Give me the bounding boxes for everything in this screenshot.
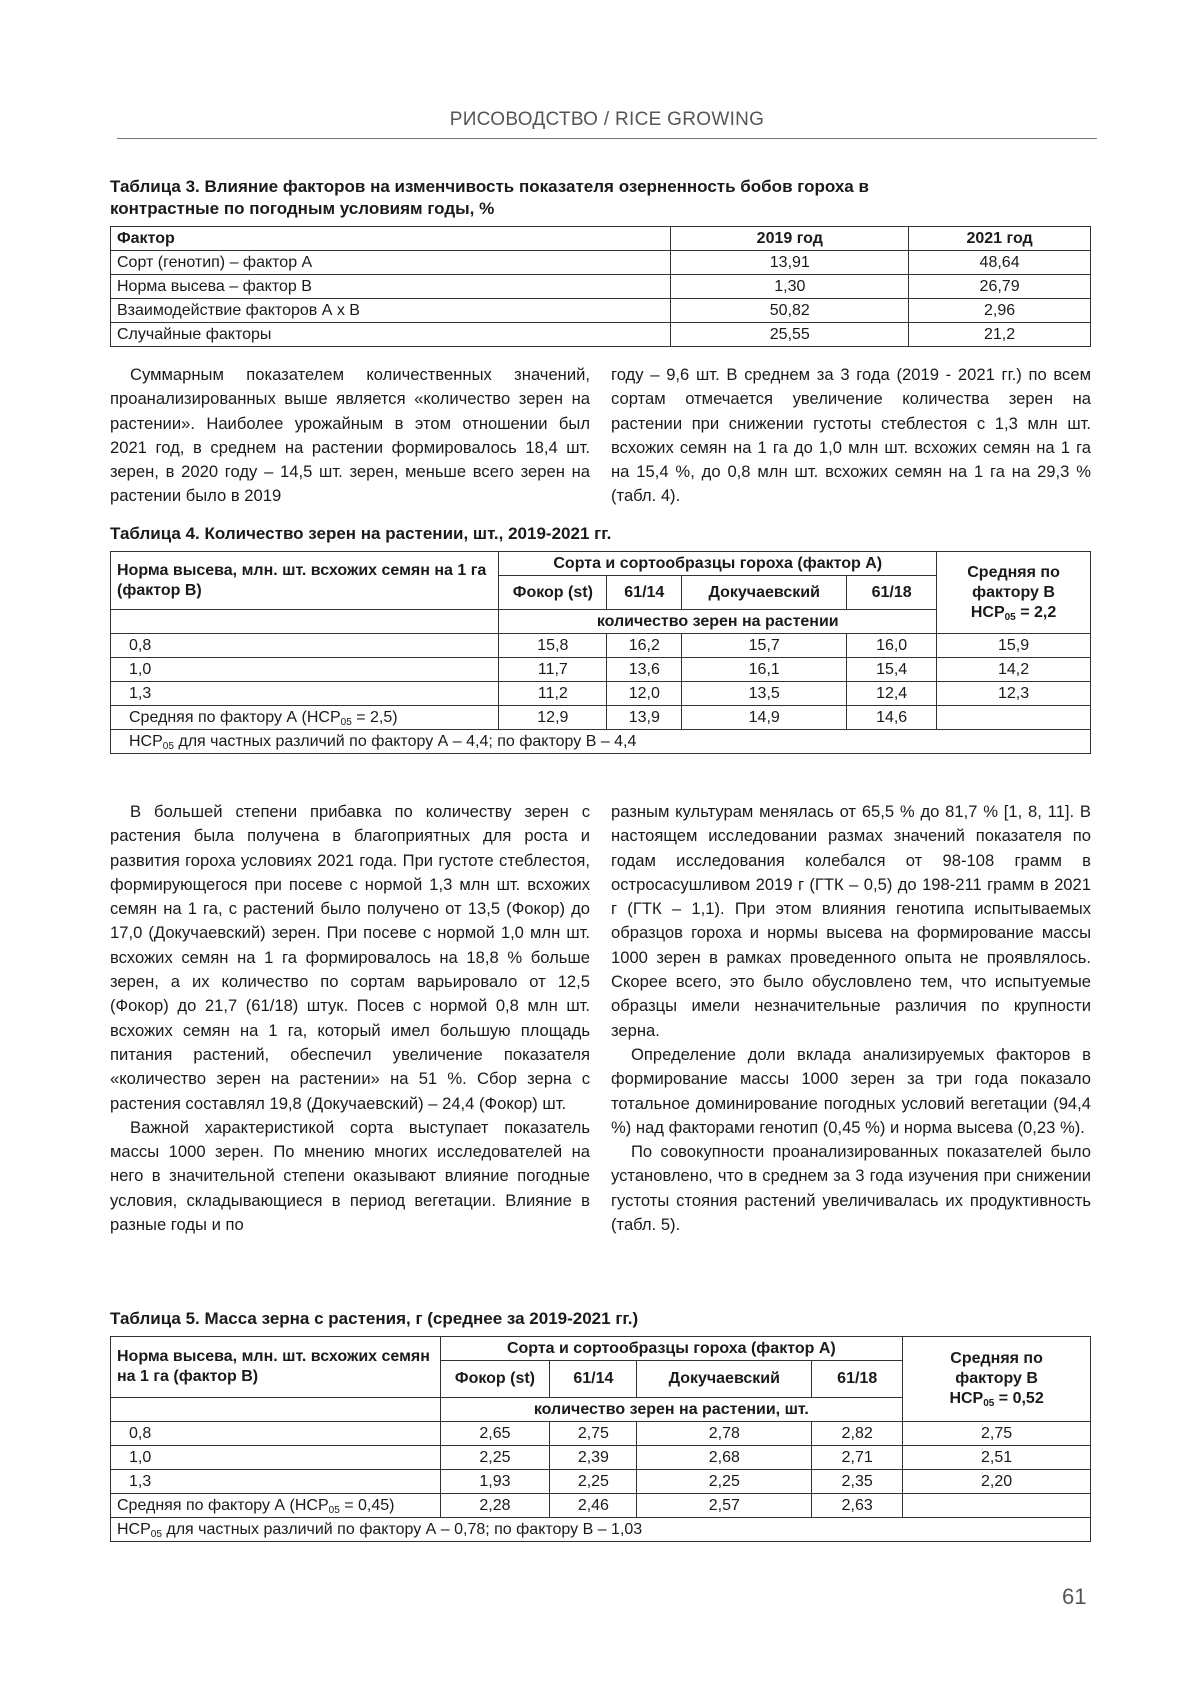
table-cell: 2,75 [903, 1422, 1091, 1446]
table-cell: Взаимодействие факторов А х В [111, 299, 671, 323]
row-header: Норма высева, млн. шт. всхожих семян на 1 га (фактор В) [111, 552, 499, 610]
table-cell: 26,79 [909, 275, 1091, 299]
table-cell: 0,8 [111, 634, 499, 658]
column-header: 61/14 [550, 1361, 637, 1398]
table3 [110, 226, 1091, 347]
table-cell: 13,91 [671, 251, 909, 275]
table-row-mean-a [111, 1494, 1091, 1518]
paragraph: По совокупности проанализированных показателей было установлено, что в среднем за 3 года изучения при снижении густоты стояния растений увеличивалась их продуктивность (табл. 5). [611, 1142, 1091, 1235]
paragraph: Важной характеристикой сорта выступает показатель массы 1000 зерен. По мнению многих исследователей на него в значительной степени оказывают влияние погодные условия, складывающиеся в период вегетации. Влияние в разные годы и по [110, 1117, 590, 1235]
table-cell: 1,3 [111, 1470, 441, 1494]
paragraph: Определение доли вклада анализируемых факторов в формирование массы 1000 зерен за три года показало тотальное доминирование погодных условий вегетации (94,4 %) над факторами генотип (0,45 %) и норма высева (0,23 %). [611, 1044, 1091, 1137]
table-row-mean-a [111, 706, 1091, 730]
column-header: 2019 год [671, 227, 909, 251]
table-cell: 2,51 [903, 1446, 1091, 1470]
table-cell: Норма высева – фактор В [111, 275, 671, 299]
table-cell: 16,2 [607, 634, 682, 658]
table-cell: Средняя по фактору А $(НСР_{05} = 0,45)$ [111, 1494, 441, 1518]
table-cell: 12,9 [499, 706, 607, 730]
table-cell: 0,8 [111, 1422, 441, 1446]
group-header: Сорта и сортообразцы гороха (фактор А) [499, 552, 937, 576]
column-header: 61/18 [812, 1361, 903, 1398]
empty-cell [937, 706, 1091, 730]
table-row [111, 251, 1091, 275]
table-cell: 12,4 [847, 682, 937, 706]
empty-cell [903, 1494, 1091, 1518]
table-cell: 16,1 [682, 658, 847, 682]
text-column-right-1 [611, 363, 1091, 509]
table-row [111, 658, 1091, 682]
table-cell: 14,6 [847, 706, 937, 730]
mean-b-header [937, 552, 1091, 634]
table-cell: 11,7 [499, 658, 607, 682]
column-header: 61/14 [607, 576, 682, 610]
table-cell: Средняя по фактору А $(НСР_{05} = 2,5)$ [111, 706, 499, 730]
table-cell: Случайные факторы [111, 323, 671, 347]
table-cell: 15,4 [847, 658, 937, 682]
running-title: РИСОВОДСТВО / RICE GROWING [449, 109, 765, 130]
column-header: Фокор (st) [499, 576, 607, 610]
table-cell: 13,6 [607, 658, 682, 682]
table-row [111, 1422, 1091, 1446]
table-cell: 14,9 [682, 706, 847, 730]
table-cell: 50,82 [671, 299, 909, 323]
table-cell: 2,25 [550, 1470, 637, 1494]
mean-b-line1: Средняя по [950, 1350, 1043, 1367]
table-cell: 2,71 [812, 1446, 903, 1470]
table-cell: 11,2 [499, 682, 607, 706]
empty-cell [111, 1398, 441, 1422]
table-cell: 14,2 [937, 658, 1091, 682]
table3-caption-line2: контрастные по погодным условиям годы, % [110, 199, 495, 218]
page-number: 61 [1062, 1584, 1087, 1609]
table-cell: 12,0 [607, 682, 682, 706]
table-cell: 15,7 [682, 634, 847, 658]
table-cell: 1,0 [111, 1446, 441, 1470]
table-cell: 13,5 [682, 682, 847, 706]
table-row [111, 1470, 1091, 1494]
paragraph: разным культурам менялась от 65,5 % до 81,7 % [1, 8, 11]. В настоящем исследовании размах значений показателя по годам исследования колебался от 98-108 грамм в остросасушливом 2019 г (ГТК – 0,5) до 198-211 грамм в 2021 г (ГТК – 1,1). При этом влияния генотипа испытываемых образцов гороха и нормы высева на формирование массы 1000 зерен в рамках проведенного опыта не проявлялось. Скорее всего, это было обусловлено тем, что испытуемые образцы имели незначительные различия по крупности зерна. [611, 802, 1091, 1040]
table-cell: 2,96 [909, 299, 1091, 323]
table-cell: 2,82 [812, 1422, 903, 1446]
table-cell: 1,0 [111, 658, 499, 682]
table-cell: 15,8 [499, 634, 607, 658]
table-cell: 2,63 [812, 1494, 903, 1518]
subheader: количество зерен на растении, шт. [440, 1398, 903, 1422]
table-cell: 21,2 [909, 323, 1091, 347]
table-cell: 2,28 [440, 1494, 550, 1518]
table-cell: 2,39 [550, 1446, 637, 1470]
column-header: 61/18 [847, 576, 937, 610]
table-cell: 2,65 [440, 1422, 550, 1446]
column-header: Фокор (st) [440, 1361, 550, 1398]
running-header [117, 104, 1097, 139]
column-header: Фактор [111, 227, 671, 251]
column-header: 2021 год [909, 227, 1091, 251]
table4-caption: Таблица 4. Количество зерен на растении, шт., 2019-2021 гг. [110, 524, 612, 543]
mean-b-nsr: $НСР_{05} = 2,2$ [970, 603, 1057, 623]
paragraph: В большей степени прибавка по количеству зерен с растения была получена в благоприятных для роста и развития гороха условиях 2021 года. При густоте стеблестоя, формирующегося при посеве с нормой 1,3 млн шт. всхожих семян на 1 га, с растений было получено от 13,5 (Фокор) до 17,0 (Докучаевский) зерен. При посеве с нормой 1,0 млн шт. всхожих семян на 1 га формировалось на 18,8 % больше зерен, а их количество по сортам варьировало от 12,5 (Фокор) до 21,7 (61/18) штук. Посев с нормой 0,8 млн шт. всхожих семян на 1 га, который имел большую площадь питания растений, обеспечил увеличение показателя «количество зерен на растении» на 51 %. Сбор зерна с растения составлял 19,8 (Докучаевский) – 24,4 (Фокор) шт. [110, 802, 590, 1113]
table-cell: 15,9 [937, 634, 1091, 658]
table-cell: 2,20 [903, 1470, 1091, 1494]
group-header: Сорта и сортообразцы гороха (фактор А) [440, 1337, 903, 1361]
table-cell: 2,78 [637, 1422, 812, 1446]
table-footer-row [111, 730, 1091, 754]
table4 [110, 551, 1091, 754]
empty-cell [111, 610, 499, 634]
mean-b-line1: Средняя по [967, 563, 1060, 581]
table-header-row [111, 227, 1091, 251]
row-header: Норма высева, млн. шт. всхожих семян на 1 га (фактор В) [111, 1337, 441, 1398]
paragraph: Суммарным показателем количественных значений, проанализированных выше является «количество зерен на растении». Наиболее урожайным в этом отношении был 2021 год, в среднем на растении формировалось 18,4 шт. зерен, в 2020 году – 14,5 шт. зерен, меньше всего зерен на растении было в 2019 [110, 365, 590, 506]
table-cell: 16,0 [847, 634, 937, 658]
column-header: Докучаевский [637, 1361, 812, 1398]
text-column-left-2 [110, 800, 590, 1237]
table-cell: 1,93 [440, 1470, 550, 1494]
table-cell: 48,64 [909, 251, 1091, 275]
table-row [111, 323, 1091, 347]
table-cell: 2,46 [550, 1494, 637, 1518]
table-cell: 1,3 [111, 682, 499, 706]
table5-caption: Таблица 5. Масса зерна с растения, г (среднее за 2019-2021 гг.) [110, 1309, 639, 1328]
table-footnote: $НСР_{05}$ для частных различий по фактору А – 0,78; по фактору В – 1,03 [111, 1518, 1091, 1542]
paragraph: году – 9,6 шт. В среднем за 3 года (2019 - 2021 гг.) по всем сортам отмечается увеличение количества зерен на растении при снижении густоты стеблестоя с 1,3 млн шт. всхожих семян на 1 га до 1,0 млн шт. всхожих семян на 1 га на 15,4 %, до 0,8 млн шт. всхожих семян на 1 га на 29,3 % (табл. 4). [611, 365, 1091, 506]
table-footnote: $НСР_{05}$ для частных различий по фактору А – 4,4; по фактору В – 4,4 [111, 730, 1091, 754]
mean-b-line2: фактору В [955, 1370, 1038, 1387]
table3-caption [110, 176, 869, 220]
table-row [111, 634, 1091, 658]
table-cell: 2,35 [812, 1470, 903, 1494]
mean-b-line2: фактору В [972, 583, 1055, 601]
table-row [111, 299, 1091, 323]
text-column-left-1 [110, 363, 590, 509]
table-cell: 13,9 [607, 706, 682, 730]
table-cell: Сорт (генотип) – фактор А [111, 251, 671, 275]
table-footer-row [111, 1518, 1091, 1542]
table-cell: 2,25 [637, 1470, 812, 1494]
table-cell: 2,25 [440, 1446, 550, 1470]
table5 [110, 1336, 1091, 1542]
table-cell: 2,68 [637, 1446, 812, 1470]
table-cell: 2,57 [637, 1494, 812, 1518]
column-header: Докучаевский [682, 576, 847, 610]
table-cell: 25,55 [671, 323, 909, 347]
table-cell: 12,3 [937, 682, 1091, 706]
table-row [111, 275, 1091, 299]
text-column-right-2 [611, 800, 1091, 1237]
mean-b-header [903, 1337, 1091, 1422]
mean-b-nsr: $НСР_{05} = 0,52$ [949, 1390, 1044, 1409]
table3-caption-line1: Таблица 3. Влияние факторов на изменчивость показателя озерненность бобов гороха в [110, 177, 869, 196]
table-cell: 1,30 [671, 275, 909, 299]
table-row [111, 682, 1091, 706]
table-cell: 2,75 [550, 1422, 637, 1446]
subheader: количество зерен на растении [499, 610, 937, 634]
table-row [111, 1446, 1091, 1470]
